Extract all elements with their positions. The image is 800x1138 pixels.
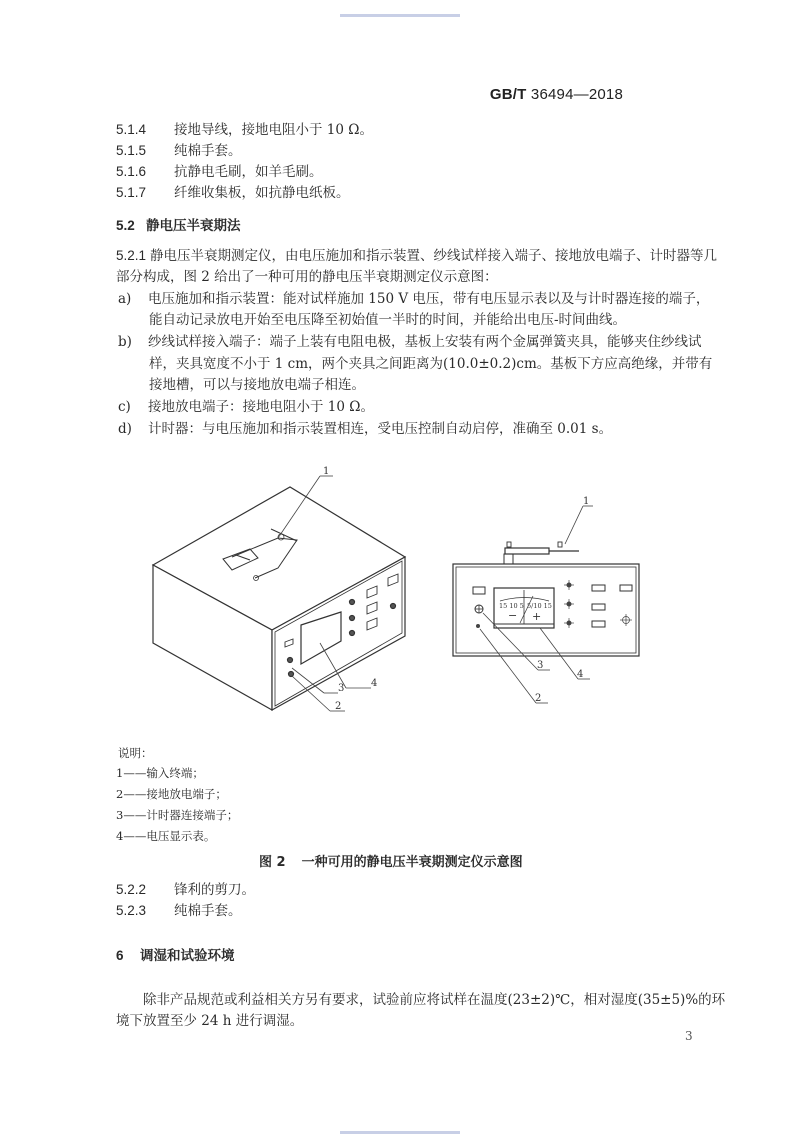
figure-caption	[259, 851, 523, 870]
subitem-label: b)	[118, 334, 132, 350]
subitem-label: d)	[118, 421, 132, 437]
clause-5-2-3	[116, 901, 242, 921]
clause-5-1-5	[116, 141, 242, 161]
clause-text: 纯棉手套。	[174, 903, 242, 919]
meter-scale-right: 5/10 15	[527, 602, 552, 610]
clause-number: 5.1.7	[116, 185, 147, 200]
legend-key: 2	[116, 787, 124, 801]
clause-number: 5.1.4	[116, 122, 147, 137]
clause-text-line: 静电压半衰期测定仪，由电压施加和指示装置、纱线试样接入端子、接地放电端子、计时器等几	[150, 248, 717, 264]
callout-1: 1	[583, 496, 590, 507]
clause-text-line: 部分构成，图 2 给出了一种可用的静电压半衰期测定仪示意图：	[116, 269, 498, 285]
legend-key: 1	[116, 766, 124, 780]
standard-prefix: GB/T	[489, 86, 527, 103]
clause-number: 5.1.6	[116, 164, 147, 179]
section-title: 调湿和试验环境	[140, 948, 235, 964]
subitem-text-line: 接地放电端子：接地电阻小于 10 Ω。	[148, 399, 374, 415]
section-title: 静电压半衰期法	[146, 218, 241, 234]
page-number: 3	[685, 1029, 693, 1043]
legend-dash: ——	[123, 829, 147, 843]
subitem-label: c)	[118, 399, 131, 415]
callout-2: 2	[535, 693, 542, 704]
clause-number: 5.2.1	[116, 248, 147, 263]
legend-dash: ——	[123, 766, 147, 780]
meter-plus-sign: +	[532, 610, 542, 623]
clause-number: 5.2.3	[116, 903, 147, 918]
clause-text: 锋利的剪刀。	[174, 882, 255, 898]
clause-text: 接地导线，接地电阻小于 10 Ω。	[174, 122, 373, 138]
subitem-d	[118, 419, 612, 439]
standard-code: 36494—2018	[530, 86, 623, 103]
clause-number: 5.1.5	[116, 143, 147, 158]
callout-2: 2	[335, 701, 342, 712]
callout-4: 4	[577, 669, 584, 680]
subitem-a	[118, 289, 709, 309]
legend-item-1	[116, 764, 204, 782]
section-heading-5-2	[116, 216, 241, 236]
legend-text: 电压显示表。	[146, 829, 216, 843]
subitem-b	[118, 332, 702, 352]
callout-3: 3	[537, 660, 544, 671]
legend-key: 3	[116, 808, 124, 822]
subitem-label: a)	[118, 291, 132, 307]
callout-3: 3	[338, 683, 345, 694]
legend-text: 计时器连接端子；	[146, 808, 239, 822]
figure-instrument-front	[440, 480, 670, 710]
clause-5-2-2	[116, 880, 255, 900]
clause-5-1-4	[116, 120, 373, 140]
legend-item-4	[116, 827, 215, 845]
legend-key: 4	[116, 829, 124, 843]
legend-text: 输入终端；	[146, 766, 204, 780]
clause-text: 抗静电毛刷，如羊毛刷。	[174, 164, 323, 180]
meter-scale-left: 15 10 5	[499, 602, 524, 610]
legend-item-3	[116, 806, 238, 824]
subitem-text-line: 电压施加和指示装置：能对试样施加 150 V 电压，带有电压显示表以及与计时器连接的端子，	[148, 291, 710, 307]
clause-5-1-6	[116, 162, 323, 182]
section-number: 6	[116, 948, 124, 963]
clause-text: 纯棉手套。	[174, 143, 242, 159]
subitem-c	[118, 397, 374, 417]
subitem-text-line: 样，夹具宽度不小于 1 cm，两个夹具之间距离为(10.0±0.2)cm。基板下方应高绝缘，并带有	[149, 356, 713, 372]
section-heading-6	[116, 946, 235, 966]
standard-number	[490, 86, 623, 103]
callout-4: 4	[371, 678, 378, 689]
subitem-text-line: 计时器：与电压施加和指示装置相连，受电压控制自动启停，准确至 0.01 s。	[148, 421, 613, 437]
meter-minus-sign: −	[508, 609, 518, 622]
legend-item-2	[116, 785, 227, 803]
figure-label: 图 2	[259, 855, 286, 870]
figure-instrument-isometric	[140, 460, 420, 730]
section-number: 5.2	[116, 218, 135, 233]
legend-text: 接地放电端子；	[146, 787, 227, 801]
watermark-top	[0, 2, 800, 12]
subitem-text-line: 纱线试样接入端子：端子上装有电阻电极，基板上安装有两个金属弹簧夹具，能够夹住纱线试	[148, 334, 702, 350]
subitem-text-line: 能自动记录放电开始至电压降至初始值一半时的时间，并能给出电压-时间曲线。	[149, 312, 627, 328]
clause-5-1-7	[116, 183, 350, 203]
clause-number: 5.2.2	[116, 882, 147, 897]
subitem-text-line: 接地槽，可以与接地放电端子相连。	[149, 377, 365, 393]
legend-dash: ——	[123, 808, 147, 822]
callout-1: 1	[323, 466, 330, 477]
clause-text: 纤维收集板，如抗静电纸板。	[174, 185, 350, 201]
paragraph-line: 除非产品规范或利益相关方另有要求，试验前应将试样在温度(23±2)℃，相对湿度(35±5)%的环	[143, 992, 726, 1008]
legend-title: 说明：	[118, 746, 153, 760]
paragraph-line: 境下放置至少 24 h 进行调湿。	[116, 1013, 304, 1029]
clause-5-2-1	[116, 246, 717, 266]
legend-dash: ——	[123, 787, 147, 801]
figure-title: 一种可用的静电压半衰期测定仪示意图	[301, 855, 523, 870]
watermark-bottom	[0, 1119, 800, 1129]
